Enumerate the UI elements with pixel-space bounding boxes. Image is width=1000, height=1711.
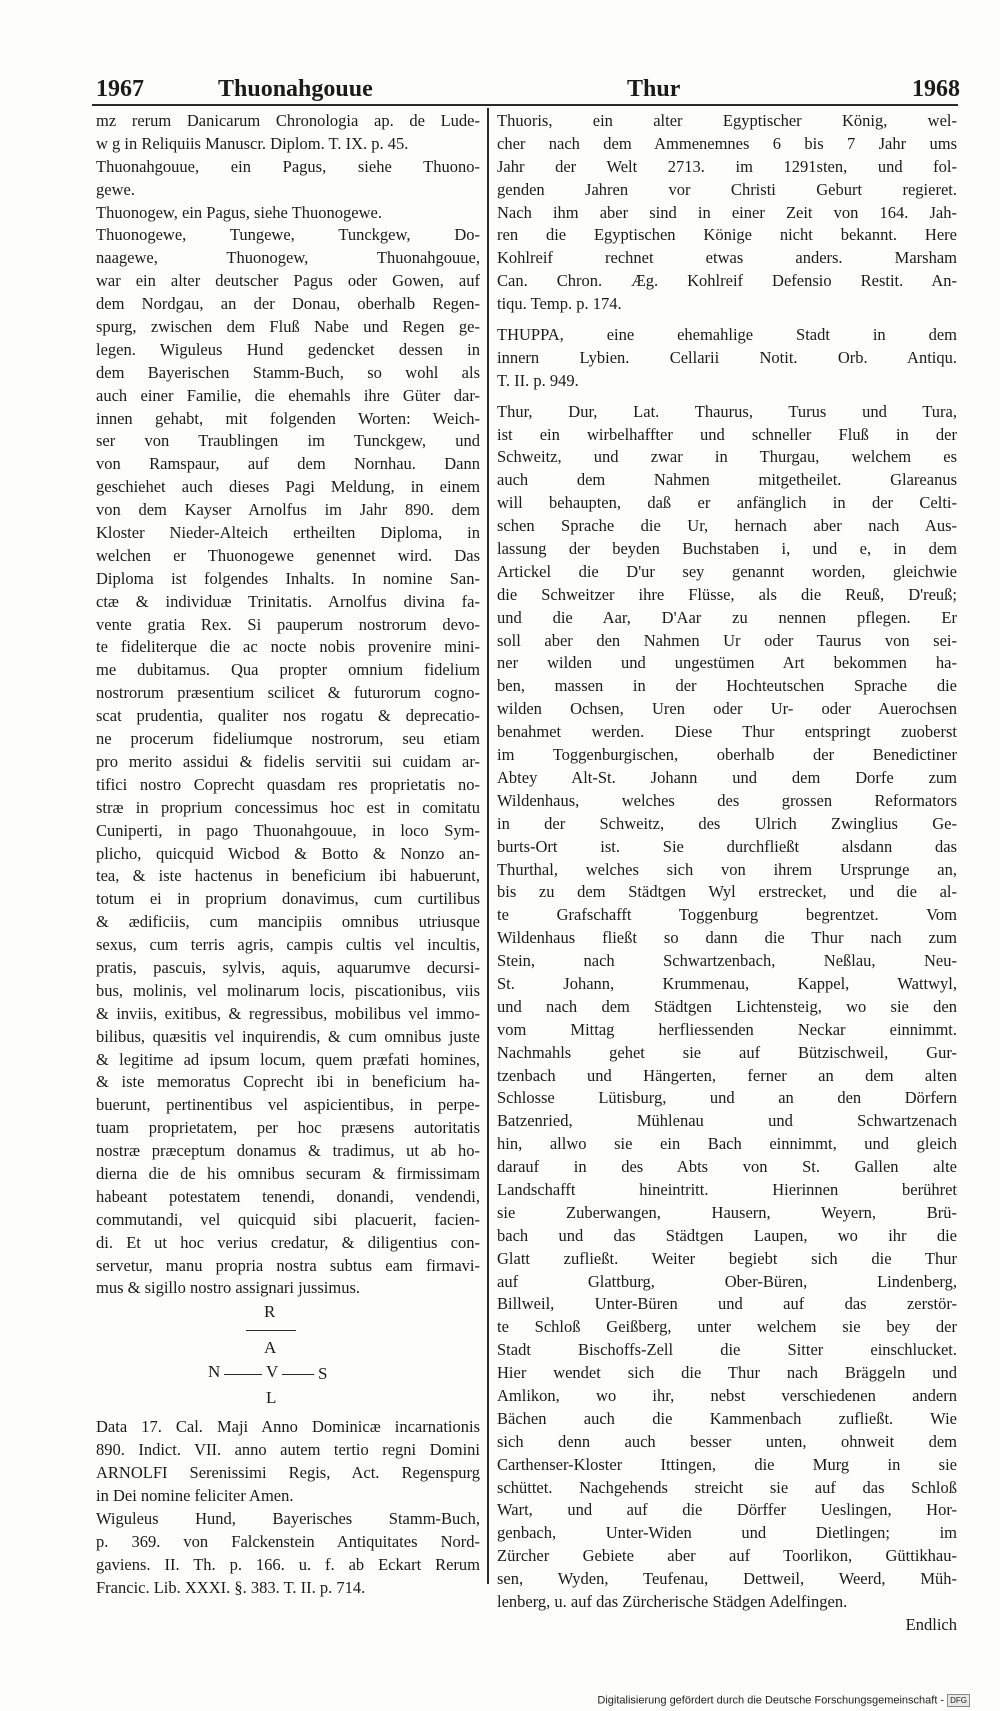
header-rule (92, 104, 958, 106)
text-line: im Toggenburgischen, oberhalb der Benedictiner (497, 745, 957, 765)
text-line: Wildenhaus fließt so dann die Thur nach zum (497, 928, 957, 948)
text-line: lenberg, u. auf das Zürcherische Städgen Adelfingen. (497, 1592, 848, 1611)
text-line: spurg, zwischen dem Fluß Nabe und Regen ge- (96, 317, 480, 337)
text-line: w g in Reliquiis Manuscr. Diplom. T. IX. p. 45. (96, 133, 409, 153)
running-head-left: Thuonahgouue (218, 76, 373, 102)
page-number-left: 1967 (96, 76, 144, 102)
text-line: Schweitz, und zwar in Thurgau, welchem es (497, 447, 957, 467)
text-line: te fideliterque die ac nocte nobis provenire mini- (96, 637, 480, 657)
text-line: 890. Indict. VII. anno autem tertio regni Domini (96, 1440, 480, 1460)
text-line: welchen er Thuonogewe genennet wird. Das (96, 545, 480, 565)
monogram-letter-bottom: L (266, 1388, 277, 1408)
left-column (96, 110, 480, 1599)
left-column-text-after (96, 1416, 480, 1599)
text-line: Kloster Nieder-Alteich ertheilten Diploma, in (96, 523, 480, 543)
text-line: schen Sprache die Ur, hernach aber nach Aus- (497, 516, 957, 536)
text-line: und die Aar, D'Aar zu nennen pflegen. Er (497, 607, 957, 627)
text-line: gaviens. II. Th. p. 166. u. f. ab Eckart Rerum (96, 1554, 480, 1574)
text-line: Jahr der Welt 2713. im 1291sten, und fol- (497, 156, 957, 176)
text-line: Bächen auch die Kammenbach zufließt. Wie (497, 1408, 957, 1428)
text-line: schüttet. Nachgehends streicht sie auf das Schloß (497, 1477, 957, 1497)
text-line: dem Nordgau, an der Donau, oberhalb Regen- (96, 294, 480, 314)
text-line: stræ in proprium concessimus hoc est in comitatu (96, 797, 480, 817)
text-line: und nach dem Städtgen Lichtensteig, wo sie den (497, 996, 957, 1016)
text-line: dem Bayerischen Stamm-Buch, so wohl als (96, 362, 480, 382)
text-line: Landschafft hineintritt. Hierinnen berühret (497, 1179, 957, 1199)
text-line: benahmet werden. Diese Thur entspringt zuoberst (497, 722, 957, 742)
text-line: ren die Egyptischen Könige nicht bekannt. Here (497, 225, 957, 245)
text-line: Thuonogewe, Tungewe, Tunckgew, Do- (96, 225, 480, 245)
text-line: soll aber den Nahmen Ur oder Taurus von sei- (497, 630, 957, 650)
text-line: lassung der beyden Buchstaben i, und e, in dem (497, 539, 957, 559)
text-line: naagewe, Thuonogew, Thuonahgouue, (96, 248, 480, 268)
text-line: auch einer Familie, die ehemahls ihre Güter dar- (96, 385, 480, 405)
monogram-rule (282, 1374, 314, 1375)
text-line: Thuoris, ein alter Egyptischer König, wel- (497, 111, 957, 130)
monogram-rule (224, 1374, 262, 1375)
text-line: Data 17. Cal. Maji Anno Dominicæ incarnationis (96, 1417, 480, 1437)
text-line: Thuonahgouue, ein Pagus, siehe Thuono- (96, 156, 480, 176)
text-line: die Schweitzer ihre Flüsse, als die Reuß, D'reuß; (497, 584, 957, 604)
text-line: dierna die de his omnibus securam & firmissimam (96, 1163, 480, 1183)
text-line: buerunt, pertinentibus vel aspicientibus, in perpe- (96, 1095, 480, 1115)
text-line: di. Et ut hoc verius credatur, & diligentius con- (96, 1232, 480, 1252)
text-line: ben, massen in der Hochteutschen Sprache die (497, 676, 957, 696)
text-line: ctæ & individuæ Trinitatis. Arnolfus divina fa- (96, 591, 480, 611)
text-line: ner wilden und ungestümen Art bekommen ha- (497, 653, 957, 673)
text-line: nostræ præceptum donamus & tradimus, ut ab ho- (96, 1141, 480, 1161)
text-line: vente gratia Rex. Si pauperum nostrorum devo- (96, 614, 480, 634)
text-line: war ein alter deutscher Pagus oder Gowen, auf (96, 271, 480, 291)
text-line: legen. Wiguleus Hund gedencket dessen in (96, 339, 480, 359)
text-line: darauf in des Abts von St. Gallen alte (497, 1157, 957, 1177)
text-line: von Ramspaur, auf dem Nornhau. Dann (96, 454, 480, 474)
monogram-letter-top: R (264, 1302, 276, 1322)
text-line: auch dem Nahmen mitgetheilet. Glareanus (497, 470, 957, 490)
text-line: St. Johann, Krummenau, Kappel, Wattwyl, (497, 973, 957, 993)
monogram-letter-mid: V (266, 1362, 279, 1382)
text-line: vom Mittag herfliessenden Neckar einnimmt. (497, 1019, 957, 1039)
text-line: scat prudentia, qualiter nos rogatu & deprecatio- (96, 706, 480, 726)
text-line: bis zu dem Städtgen Wyl erstrecket, und die al- (497, 882, 957, 902)
text-line: ist ein wirbelhaffter und schneller Fluß in der (497, 424, 957, 444)
text-line: geschiehet auch dieses Pagi Meldung, in einem (96, 477, 480, 497)
running-head-right: Thur (627, 76, 681, 102)
text-line: Abtey Alt-St. Johann und dem Dorfe zum (497, 767, 957, 787)
text-line: Thuonogew, ein Pagus, siehe Thuonogewe. (96, 202, 382, 222)
column-divider (487, 108, 489, 1584)
text-line: p. 369. von Falckenstein Antiquitates Nord- (96, 1531, 480, 1551)
text-line: tzenbach und Hängerten, ferner an dem alten (497, 1065, 957, 1085)
text-line: auf Glattburg, Ober-Büren, Lindenberg, (497, 1271, 957, 1291)
text-line: T. II. p. 949. (497, 370, 579, 390)
text-line: & legitime ad ipsum locum, quem præfati homines, (96, 1049, 480, 1069)
text-line: Wiguleus Hund, Bayerisches Stamm-Buch, (96, 1508, 480, 1528)
text-line: will behaupten, daß er anfänglich in der Celti- (497, 493, 957, 513)
text-line: Stein, nach Schwartzenbach, Neßlau, Neu- (497, 951, 957, 971)
footer-credit (550, 1694, 970, 1709)
text-line: Artickel die D'ur sey genannt worden, gleichwie (497, 561, 957, 581)
text-line: tiqu. Temp. p. 174. (497, 294, 622, 314)
dfg-logo: DFG (947, 1694, 970, 1707)
monogram (96, 1300, 480, 1416)
text-line: ARNOLFI Serenissimi Regis, Act. Regenspurg (96, 1463, 480, 1483)
paragraph-gap (497, 393, 957, 401)
text-line: Stadt Bischoffs-Zell die Sitter einschlucket. (497, 1340, 957, 1360)
text-line: sie Zuberwangen, Hausern, Weyern, Brü- (497, 1202, 957, 1222)
text-line: Francic. Lib. XXXI. §. 383. T. II. p. 714. (96, 1577, 366, 1597)
text-line: innern Lybien. Cellarii Notit. Orb. Antiqu. (497, 347, 957, 367)
text-line: Billweil, Unter-Büren und auf das zerstör- (497, 1294, 957, 1314)
text-line: THUPPA, eine ehemahlige Stadt in dem (497, 325, 957, 345)
text-line: Schlosse Lütisburg, und an den Dörfern (497, 1088, 957, 1108)
text-line: von dem Kayser Arnolfus im Jahr 890. dem (96, 500, 480, 520)
text-line: genden Jahren vor Christi Geburt regieret. (497, 179, 957, 199)
text-line: Wildenhaus, welches des grossen Reformators (497, 790, 957, 810)
text-line: & iste memoratus Coprecht ibi in beneficium ha- (96, 1072, 480, 1092)
monogram-letter-left: N (208, 1362, 221, 1382)
text-line: wilden Ochsen, Uren oder Ur- oder Auerochsen (497, 699, 957, 719)
text-line: burts-Ort ist. Sie durchfließt alsdann das (497, 836, 957, 856)
text-line: commutandi, vel quicquid sibi placuerit, facien- (96, 1209, 480, 1229)
text-line: tuam proprietatem, per hoc præsens autoritatis (96, 1118, 480, 1138)
text-line: habeant potestatem tenendi, donandi, vendendi, (96, 1186, 480, 1206)
text-line: Carthenser-Kloster Ittingen, die Murg in sie (497, 1454, 957, 1474)
text-line: pro merito assidui & fidelis servitii sui cuidam ar- (96, 751, 480, 771)
left-column-text (96, 110, 480, 1300)
text-line: Can. Chron. Æg. Kohlreif Defensio Restit. An- (497, 271, 957, 291)
text-line: Wart, und auf die Dörffer Ueslingen, Hor- (497, 1500, 957, 1520)
right-column-text (497, 110, 957, 1614)
text-line: ser von Traublingen im Tunckgew, und (96, 431, 480, 451)
text-line: tifici nostro Coprecht quasdam res proprietatis no- (96, 774, 480, 794)
text-line: gewe. (96, 179, 135, 199)
text-line: plicho, quicquid Wicbod & Botto & Nonzo an- (96, 843, 480, 863)
monogram-rule (246, 1330, 296, 1331)
text-line: Batzenried, Mühlenau und Schwartzenach (497, 1111, 957, 1131)
footer-text: Digitalisierung gefördert durch die Deutsche Forschungsgemeinschaft - (597, 1694, 945, 1707)
monogram-letter-right: S (318, 1364, 328, 1384)
text-line: hin, allwo sie ein Bach einnimmt, und gleich (497, 1134, 957, 1154)
text-line: Amlikon, wo ihr, nebst verschiedenen andern (497, 1385, 957, 1405)
text-line: me dubitamus. Qua propter omnium fidelium (96, 660, 480, 680)
text-line: Thur, Dur, Lat. Thaurus, Turus und Tura, (497, 401, 957, 421)
text-line: & inviis, exitibus, & regressibus, mobilibus vel immo- (96, 1003, 480, 1023)
text-line: genbach, Unter-Widen und Dietlingen; im (497, 1523, 957, 1543)
text-line: Nachmahls gehet sie auf Bützischweil, Gur- (497, 1042, 957, 1062)
text-line: pratis, pascuis, sylvis, aquis, aquarumve decursi- (96, 957, 480, 977)
text-line: te Grafschafft Toggenburg begrentzet. Vom (497, 905, 957, 925)
text-line: Hier wendet sich die Thur nach Bräggeln und (497, 1363, 957, 1383)
text-line: tea, & iste hactenus in beneficium ibi habuerunt, (96, 866, 480, 886)
text-line: in der Schweitz, des Ulrich Zwinglius Ge- (497, 813, 957, 833)
text-line: bach und das Städtgen Laupen, wo ihr die (497, 1225, 957, 1245)
text-line: Kohlreif rechnet etwas anders. Marsham (497, 248, 957, 268)
text-line: Nach ihm aber sind in einer Zeit von 164. Jah- (497, 202, 957, 222)
text-line: te Schloß Geißberg, unter welchem sie bey der (497, 1317, 957, 1337)
text-line: bus, molinis, vel molinarum locis, piscationibus, viis (96, 980, 480, 1000)
text-line: cher nach dem Ammenemnes 6 bis 7 Jahr ums (497, 133, 957, 153)
text-line: mz rerum Danicarum Chronologia ap. de Lude- (96, 111, 480, 130)
text-line: in Dei nomine feliciter Amen. (96, 1485, 294, 1505)
text-line: bilibus, quæsitis vel inquirendis, & cum omnibus juste (96, 1026, 480, 1046)
text-line: nostrorum præsentium scilicet & futurorum cogno- (96, 683, 480, 703)
text-line: Glatt zufließt. Weiter begiebt sich die Thur (497, 1248, 957, 1268)
text-line: Thurthal, welches sich von ihrem Ursprunge an, (497, 859, 957, 879)
paragraph-gap (497, 316, 957, 324)
text-line: Diploma ist folgendes Inhalts. In nomine San- (96, 568, 480, 588)
text-line: totum ei in proprium donavimus, cum curtilibus (96, 889, 480, 909)
text-line: servetur, manu propria nostra subtus eam firmavi- (96, 1255, 480, 1275)
text-line: & ædificiis, cum mancipiis omnibus utriusque (96, 912, 480, 932)
text-line: Zürcher Gebiete aber auf Toorlikon, Güttikhau- (497, 1546, 957, 1566)
text-line: innen gehabt, mit folgenden Worten: Weich- (96, 408, 480, 428)
right-column (497, 110, 957, 1637)
text-line: ne procerum fideliumque nostrorum, seu etiam (96, 729, 480, 749)
text-line: sich denn auch besser unten, ohnweit dem (497, 1431, 957, 1451)
text-line: sen, Wyden, Teufenau, Dettweil, Weerd, Müh- (497, 1569, 957, 1589)
page-number-right: 1968 (912, 76, 960, 102)
text-line: sexus, cum terris agris, campis cultis vel incultis, (96, 935, 480, 955)
catchword: Endlich (905, 1614, 957, 1634)
text-line: mus & sigillo nostro assignari jussimus. (96, 1278, 361, 1298)
text-line: Cuniperti, in pago Thuonahgouue, in loco Sym- (96, 820, 480, 840)
monogram-letter-center: A (264, 1338, 277, 1358)
